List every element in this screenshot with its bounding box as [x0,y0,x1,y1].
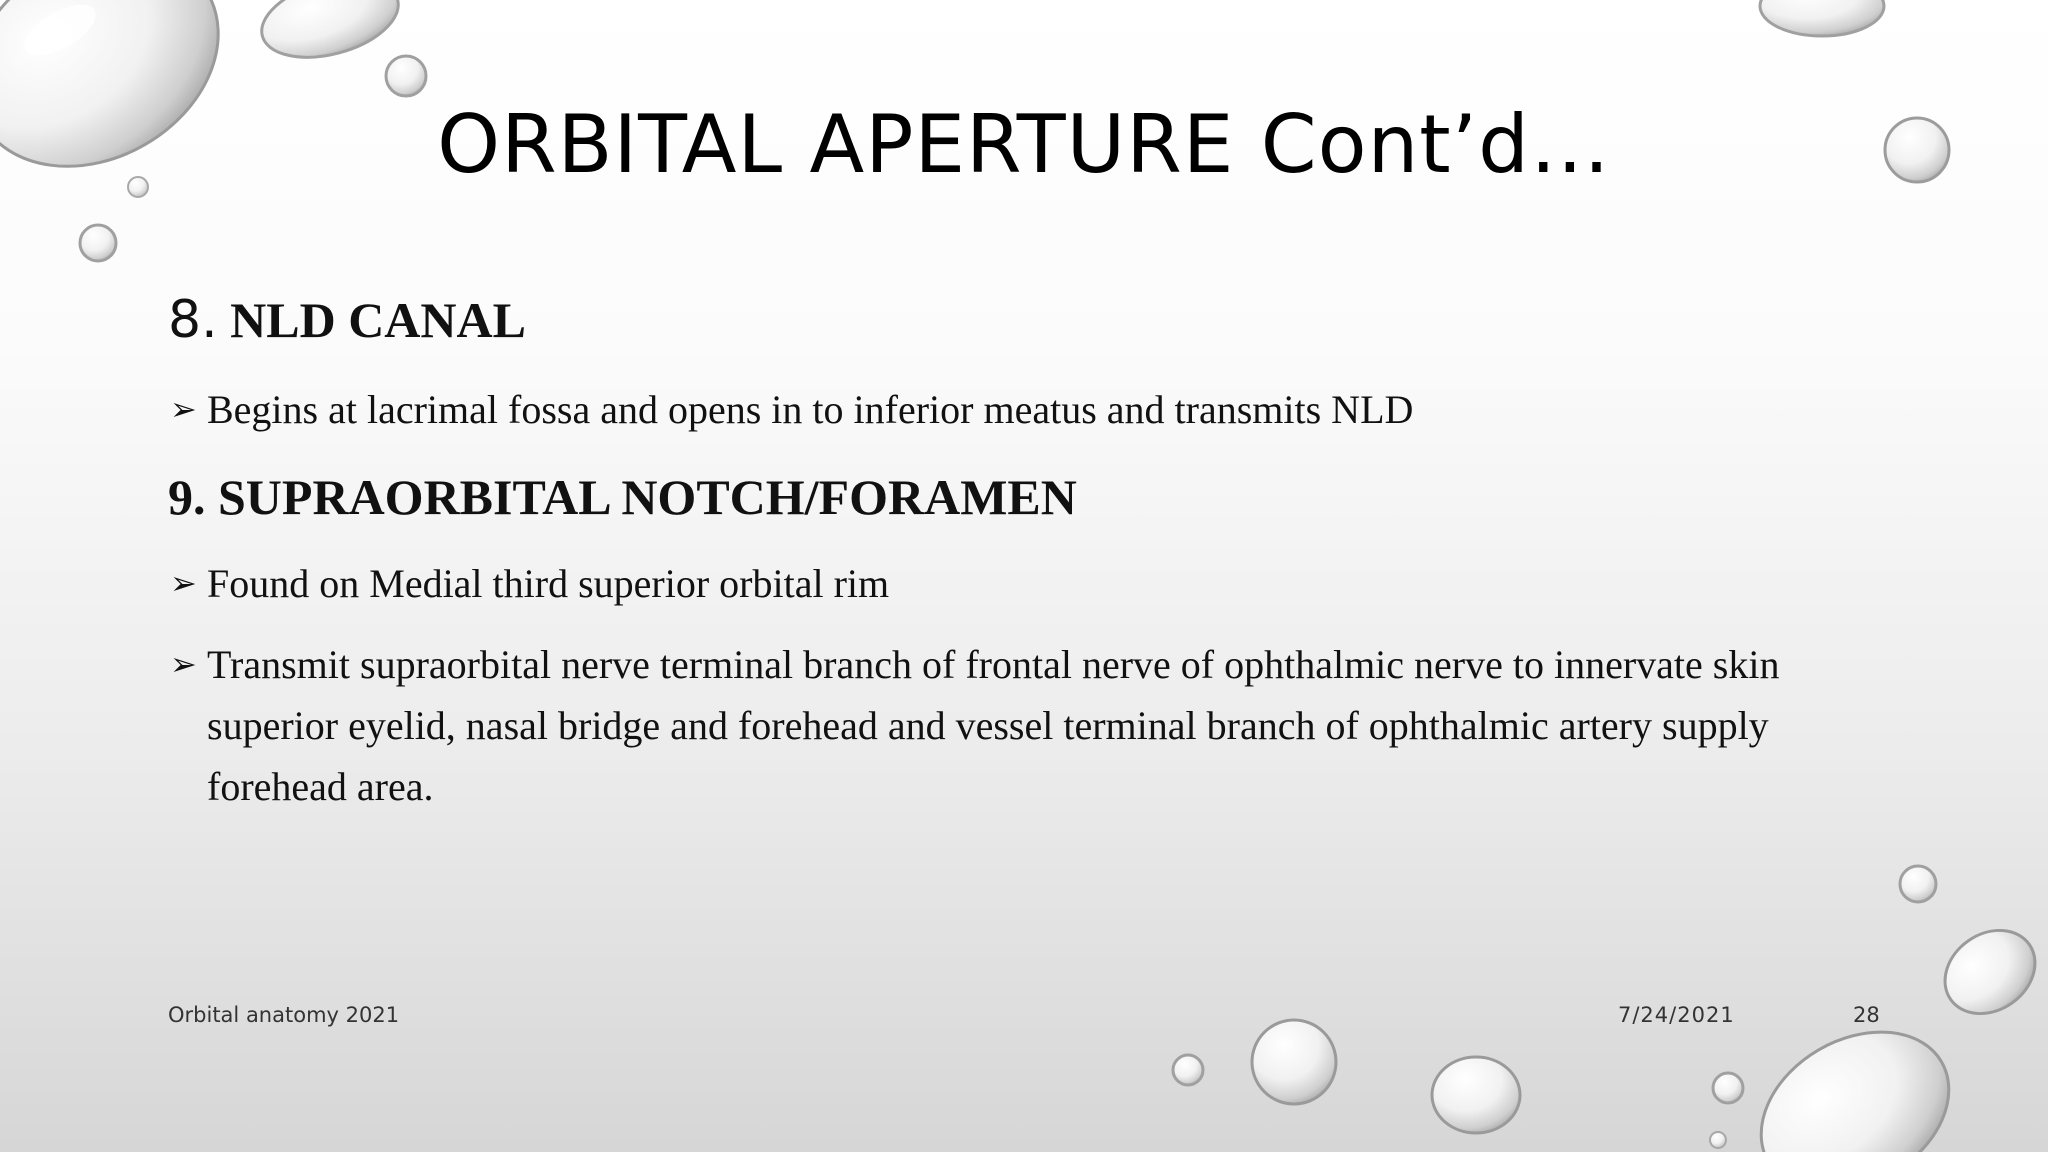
section-heading-supraorbital-notch [168,470,1888,525]
section-number: 8. [168,290,218,350]
bullet-item [168,379,1888,440]
arrowhead-bullet-icon: ➢ [170,645,197,684]
section-number: 9. [168,469,206,526]
water-droplet-icon [1710,1132,1726,1148]
water-droplet-icon [1929,913,2048,1030]
bullet-item [168,553,1888,614]
water-droplet-icon [253,0,407,71]
footer-text: Orbital anatomy 2021 [168,1003,400,1027]
section-heading-nld-canal [168,292,1888,349]
water-droplet-icon [1432,1057,1520,1133]
water-droplet-icon [1173,1055,1203,1085]
section-title: NLD CANAL [230,292,526,348]
water-droplet-icon [1713,1073,1743,1103]
section-title: SUPRAORBITAL NOTCH/FORAMEN [218,469,1077,526]
footer-date: 7/24/2021 [1618,1003,1735,1027]
water-droplet-icon [1252,1020,1336,1104]
water-droplet-icon [1760,0,1884,36]
arrowhead-bullet-icon: ➢ [170,564,197,603]
water-droplet-icon [80,225,116,261]
water-droplet-icon [386,56,426,96]
bullet-item [168,634,1888,817]
arrowhead-bullet-icon: ➢ [170,390,197,429]
slide-content [168,282,1888,817]
bullet-text: Transmit supraorbital nerve terminal branch of frontal nerve of ophthalmic nerve to innervate skin superior eyelid, nasal bridge and forehead and vessel terminal branch of ophthalmic artery supply forehead area. [207,642,1780,810]
water-droplet-icon [1900,866,1936,902]
slide-number: 28 [1853,1003,1880,1027]
bullet-text: Begins at lacrimal fossa and opens in to inferior meatus and transmits NLD [207,387,1414,433]
bullet-text: Found on Medial third superior orbital rim [207,561,890,607]
slide-title: ORBITAL APERTURE Cont’d… [437,98,1611,191]
